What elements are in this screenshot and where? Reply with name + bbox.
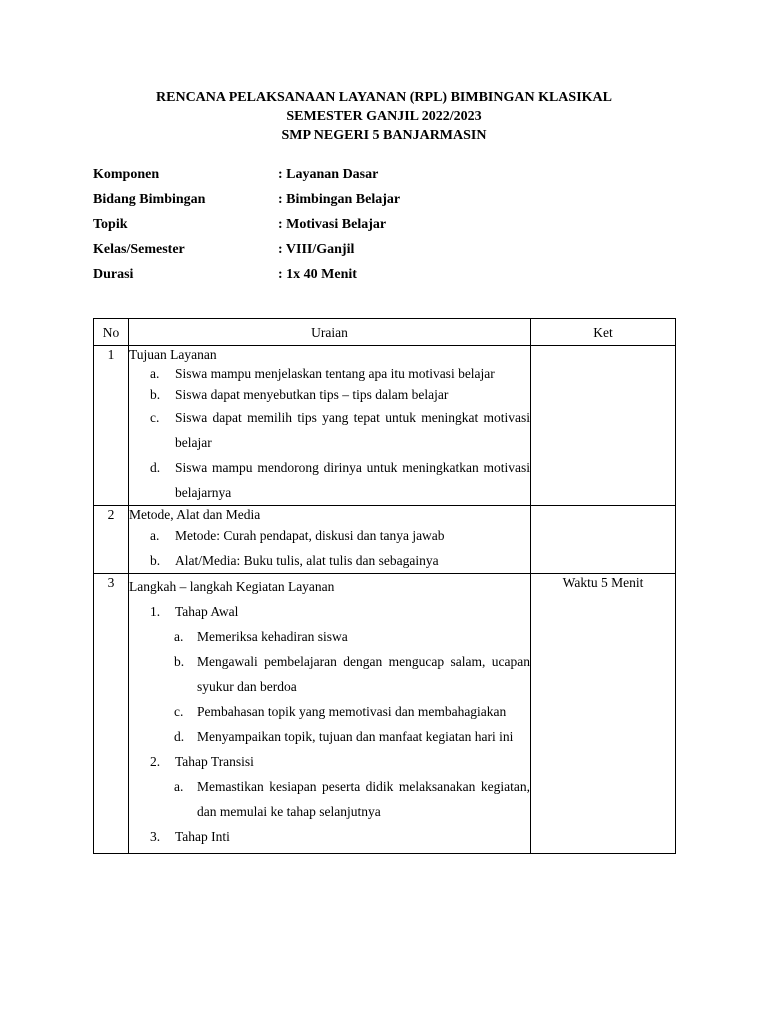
info-label: Kelas/Semester: [93, 242, 185, 257]
list-item: [129, 455, 530, 505]
item-marker: a.: [150, 528, 160, 543]
stage-marker: 1.: [150, 604, 161, 619]
info-value: : 1x 40 Menit: [278, 267, 357, 282]
row-content: [129, 346, 531, 506]
list-item: [129, 774, 530, 824]
table-row: [94, 506, 676, 574]
stage-item: [129, 749, 530, 774]
info-label: Komponen: [93, 167, 160, 182]
item-text: Mengawali pembelajaran dengan mengucap salam, ucapan syukur dan berdoa: [197, 654, 530, 694]
row-content: [129, 506, 531, 574]
item-marker: c.: [174, 704, 184, 719]
row-content: [129, 574, 531, 854]
rpl-table: [93, 318, 676, 854]
doc-title-line1: RENCANA PELAKSANAAN LAYANAN (RPL) BIMBINGAN KLASIKAL: [156, 90, 612, 105]
item-text: Metode: Curah pendapat, diskusi dan tanya jawab: [175, 528, 445, 543]
item-marker: a.: [150, 366, 160, 381]
stage-marker: 3.: [150, 829, 161, 844]
item-marker: d.: [150, 460, 161, 475]
list-item: [129, 548, 530, 573]
row-number: 3: [94, 574, 129, 854]
stage-name: Tahap Transisi: [175, 754, 254, 769]
list-item: [129, 724, 530, 749]
item-text: Pembahasan topik yang memotivasi dan membahagiakan: [197, 704, 507, 719]
item-marker: a.: [174, 779, 184, 794]
list-item: [129, 624, 530, 649]
list-item: [129, 523, 530, 548]
doc-title-line3: SMP NEGERI 5 BANJARMASIN: [281, 128, 487, 143]
table-header-row: [94, 319, 676, 346]
item-text: Memeriksa kehadiran siswa: [197, 629, 348, 644]
stage-item: [129, 599, 530, 624]
stage-item: [129, 824, 530, 853]
info-value: : Bimbingan Belajar: [278, 192, 401, 207]
row-title: Tujuan Layanan: [129, 347, 217, 362]
row-title: Metode, Alat dan Media: [129, 507, 261, 522]
item-marker: b.: [150, 387, 161, 402]
item-text: Alat/Media: Buku tulis, alat tulis dan sebagainya: [175, 553, 439, 568]
info-label: Durasi: [93, 267, 134, 282]
item-text: Memastikan kesiapan peserta didik melaksanakan kegiatan, dan memulai ke tahap selanjutnya: [197, 779, 530, 819]
item-marker: b.: [150, 553, 161, 568]
item-marker: c.: [150, 410, 160, 425]
list-item: [129, 699, 530, 724]
item-text: Siswa mampu menjelaskan tentang apa itu motivasi belajar: [175, 366, 495, 381]
info-value: : Layanan Dasar: [278, 167, 379, 182]
row-title: Langkah – langkah Kegiatan Layanan: [129, 579, 335, 594]
item-marker: b.: [174, 654, 185, 669]
info-value: : VIII/Ganjil: [278, 242, 355, 257]
list-item: [129, 365, 530, 382]
doc-title-line2: SEMESTER GANJIL 2022/2023: [286, 109, 482, 124]
item-text: Siswa mampu mendorong dirinya untuk meningkatkan motivasi belajarnya: [175, 460, 530, 500]
item-text: Menyampaikan topik, tujuan dan manfaat kegiatan hari ini: [197, 729, 514, 744]
header-uraian: Uraian: [129, 319, 531, 346]
item-marker: a.: [174, 629, 184, 644]
item-marker: d.: [174, 729, 185, 744]
stage-name: Tahap Awal: [175, 604, 239, 619]
header-no: No: [94, 319, 129, 346]
info-label: Bidang Bimbingan: [93, 192, 206, 207]
item-text: Siswa dapat menyebutkan tips – tips dalam belajar: [175, 387, 449, 402]
row-number: 2: [94, 506, 129, 574]
info-label: Topik: [93, 217, 128, 232]
row-ket: [531, 346, 676, 506]
list-item: [129, 405, 530, 455]
row-ket: [531, 506, 676, 574]
table-row: [94, 574, 676, 854]
list-item: [129, 386, 530, 403]
row-ket: Waktu 5 Menit: [531, 574, 676, 854]
stage-name: Tahap Inti: [175, 829, 230, 844]
item-text: Siswa dapat memilih tips yang tepat untuk meningkat motivasi belajar: [175, 410, 530, 450]
stage-marker: 2.: [150, 754, 161, 769]
list-item: [129, 649, 530, 699]
info-value: : Motivasi Belajar: [278, 217, 387, 232]
row-number: 1: [94, 346, 129, 506]
header-ket: Ket: [531, 319, 676, 346]
table-row: [94, 346, 676, 506]
